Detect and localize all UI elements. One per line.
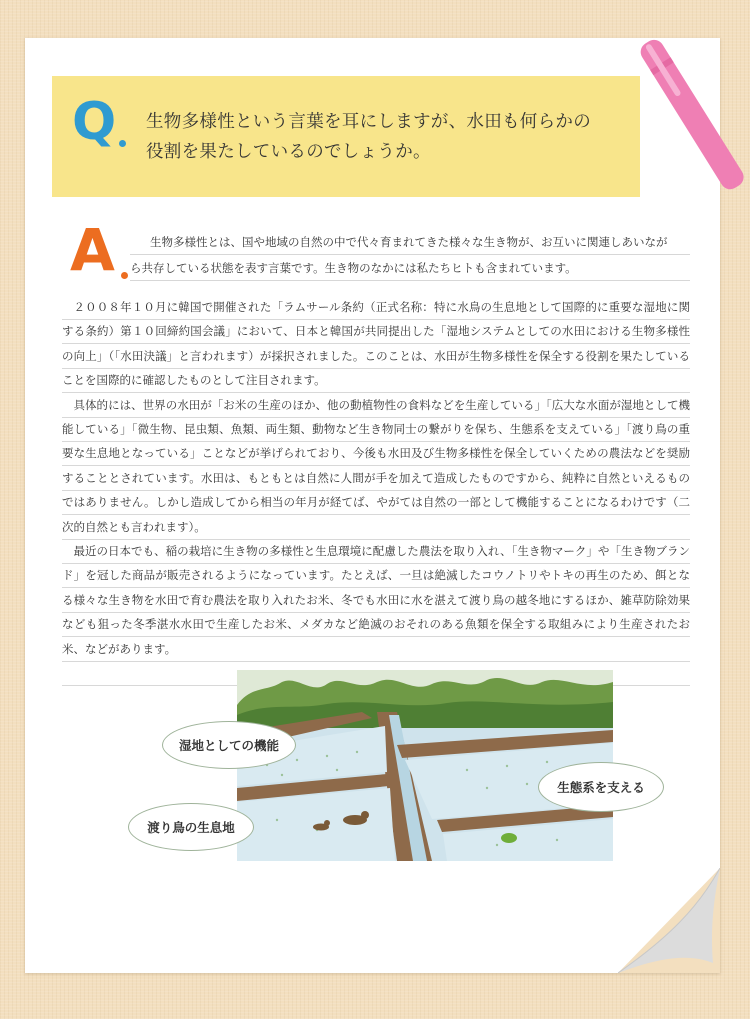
question-dot (119, 140, 126, 147)
question-letter: Q (72, 92, 117, 152)
pink-pen-icon (640, 34, 750, 209)
paragraph: 具体的には、世界の水田が「お米の生産のほか、他の動植物性の食料などを生産している」「広大な水面が湿地として機能している」「微生物、昆虫類、魚類、両生類、動物など生き物同士の繋がりを保ち、生態系を支えている」「渡り鳥の重要な生息地となっている」ことなどが挙げられており、今後も水田及び生物多様性を保全していくための農法などを奨励することとされています。水田は、もともとは自然に人間が手を加えて造成したものですから、純粋に自然といえるものではありません。しかし造成してから相当の年月が経てば、やがては自然の一部として機能することになるわけです（二次的自然とも言われます）。 (62, 397, 690, 534)
bubble-ecosystem-support: 生態系を支える (538, 762, 664, 812)
question-line-2: 役割を果たしているのでしょうか。 (146, 142, 431, 162)
answer-letter: A (70, 216, 115, 284)
answer-intro (130, 229, 690, 281)
question-line-1: 生物多様性という言葉を耳にしますが、水田も何らかの (146, 112, 591, 132)
page-curl (618, 868, 720, 973)
answer-body (62, 295, 690, 661)
rule-line (62, 661, 690, 662)
answer-dot (121, 272, 128, 279)
bubble-wetland-function: 湿地としての機能 (162, 721, 296, 769)
paragraph: 最近の日本でも、稲の栽培に生き物の多様性と生息環境に配慮した農法を取り入れ、「生き物マーク」や「生き物ブランド」を冠した商品が販売されるようになっています。たとえば、一旦は絶滅したコウノトリやトキの再生のため、餌となる様々な生き物を水田で育む農法を取り入れたお米、冬でも水田に水を湛えて渡り鳥の越冬地にするほか、雑草防除効果なども狙った冬季湛水水田で生産したお米、メダカなど絶滅のおそれのある魚類を保全する取組みにより生産されたお米、などがあります。 (62, 544, 690, 656)
answer-intro-line-2: ら共存している状態を表す言葉です。生き物のなかには私たちヒトも含まれています。 (130, 261, 577, 275)
bubble-migratory-birds: 渡り鳥の生息地 (128, 803, 254, 851)
rice-paddy-illustration (237, 670, 613, 861)
question-text (146, 107, 616, 167)
paragraph: ２００８年１０月に韓国で開催された「ラムサール条約（正式名称：特に水鳥の生息地として国際的に重要な湿地に関する条約）第１０回締約国会議」において、日本と韓国が共同提出した「湿地システムとしての水田における生物多様性の向上」（「水田決議」と言われます）が採択されました。このことは、水田が生物多様性を保全する役割を果たしていることを国際的に確認したものとして注目されます。 (62, 300, 690, 388)
answer-intro-line-1: 生物多様性とは、国や地域の自然の中で代々育まれてきた様々な生き物が、お互いに関連しあいなが (150, 235, 668, 249)
